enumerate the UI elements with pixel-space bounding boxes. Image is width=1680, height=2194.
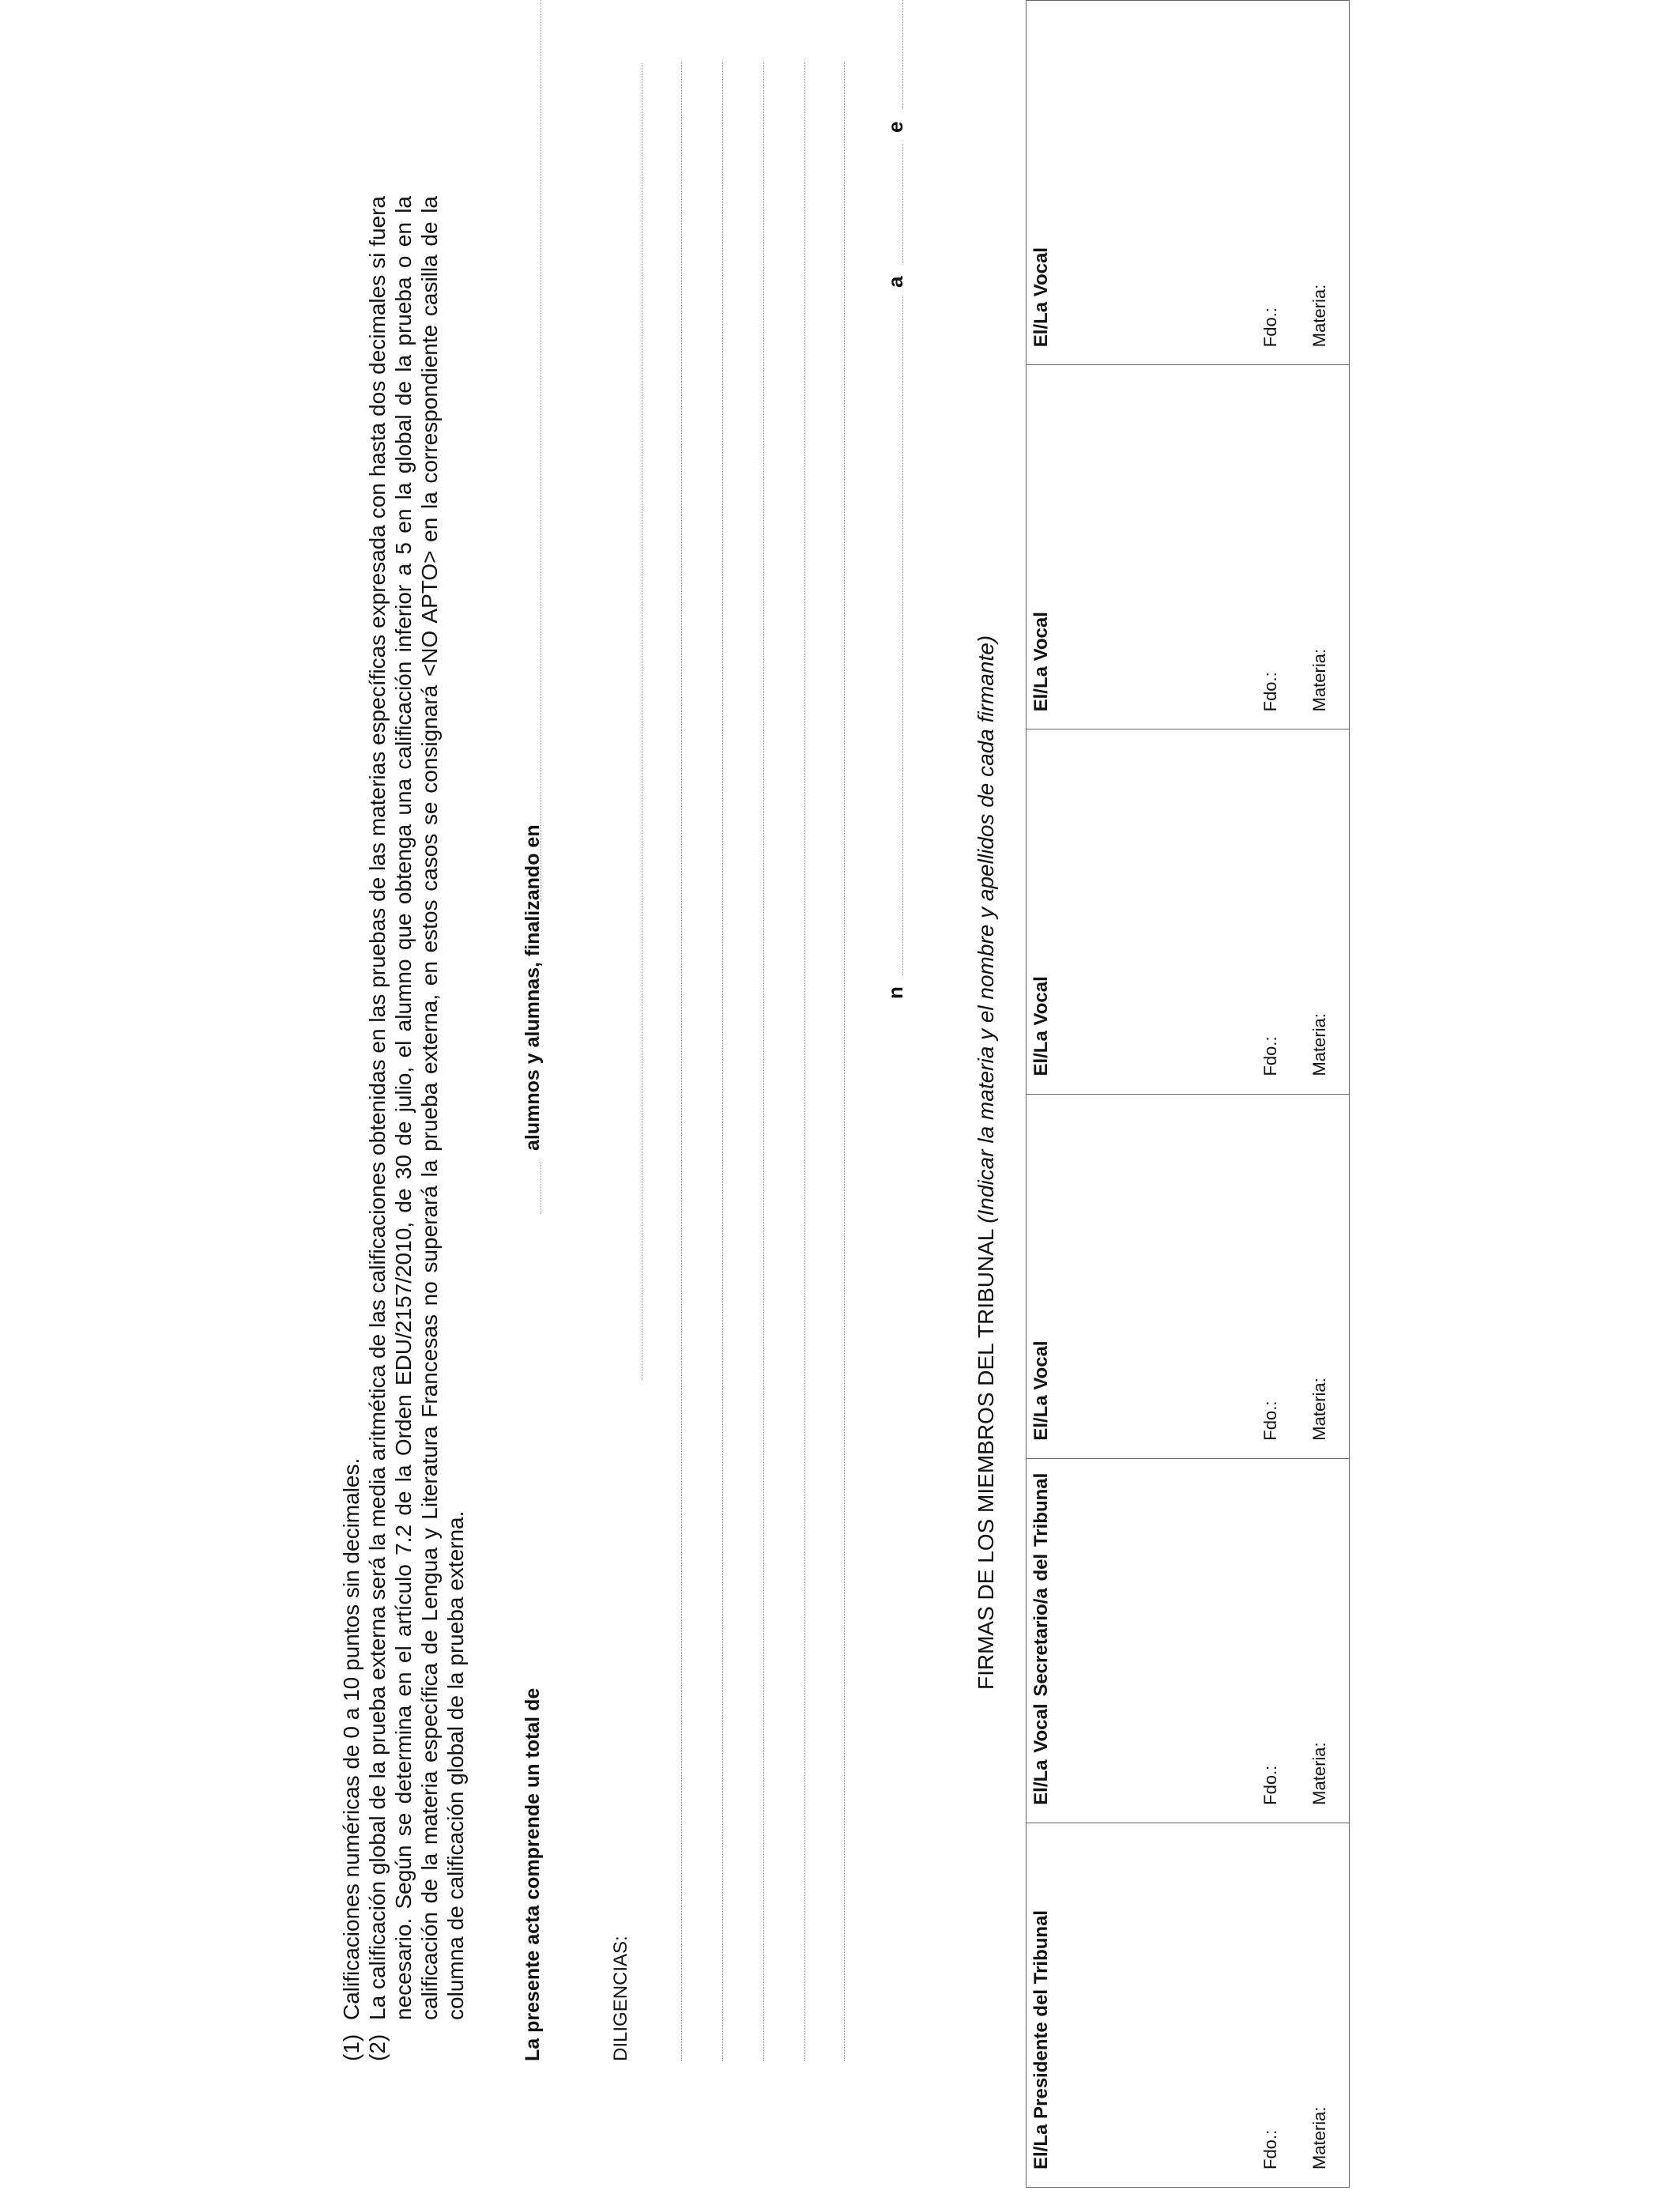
diligencias-line[interactable] [763, 62, 764, 2061]
place-date-line [883, 0, 915, 999]
signature-materia-label: Materia: [1309, 1013, 1329, 1076]
diligencias-line[interactable] [681, 62, 682, 2061]
signature-cell-secretario[interactable] [1026, 1458, 1350, 1823]
firmas-heading [974, 635, 999, 1690]
day-blank-field[interactable] [902, 144, 903, 262]
footnote-number: (1) [339, 2034, 363, 2061]
footnote-text: La calificación global de la prueba externa será la media aritmética de las calificaciones obtenidas en las pruebas de las materias específicas expresada con hasta dos decimales si fuera necesario. Según se determina en el artículo 7.2 de la Orden EDU/2157/2010, de 30 de julio, el alumno que obtenga una calificación inferior a 5 en la global de la prueba o en la calificación de la materia específica de Lengua y Literatura Francesas no superará la prueba externa, en estos casos se consignará <NO APTO> en la correspondiente casilla de la columna de calificación global de la prueba externa. [365, 196, 468, 2020]
diligencias-line[interactable] [844, 62, 845, 2061]
signature-fdo-label: Fdo.: [1260, 1036, 1280, 1076]
signature-role: El/La Vocal [1030, 612, 1052, 712]
signature-fdo-label: Fdo.: [1260, 1400, 1280, 1441]
signature-fdo-label: Fdo.: [1260, 672, 1280, 712]
signature-role: El/La Presidente del Tribunal [1030, 1909, 1052, 2169]
diligencias-line[interactable] [722, 62, 723, 2061]
diligencias-label: DILIGENCIAS: [610, 1936, 631, 2061]
acta-label-start: La presente acta comprende un total de [522, 1687, 544, 2061]
signature-cell-vocal[interactable] [1026, 365, 1350, 729]
date-de-1: e [883, 121, 907, 133]
place-blank-field[interactable] [902, 296, 903, 975]
footnote-1 [338, 196, 364, 2061]
signature-cell-presidente[interactable] [1026, 1823, 1350, 2187]
signature-role: El/La Vocal Secretario/a del Tribunal [1030, 1472, 1052, 1805]
firmas-title: FIRMAS DE LOS MIEMBROS DEL TRIBUNAL [974, 1229, 998, 1690]
signature-role: El/La Vocal [1030, 1340, 1052, 1441]
signature-cell-vocal[interactable] [1026, 1, 1350, 365]
signature-fdo-label: Fdo.: [1260, 2129, 1280, 2169]
signature-materia-label: Materia: [1309, 284, 1329, 348]
footnote-2 [364, 196, 469, 2061]
signature-cell-vocal[interactable] [1026, 1094, 1350, 1458]
signature-fdo-label: Fdo.: [1260, 307, 1280, 348]
footnote-number: (2) [365, 2034, 390, 2061]
firmas-subtitle: (Indicar la materia y el nombre y apellidos de cada firmante) [974, 635, 998, 1223]
date-a: a [883, 276, 907, 288]
footnotes [338, 196, 469, 2061]
signature-materia-label: Materia: [1309, 648, 1329, 712]
signature-materia-label: Materia: [1309, 1742, 1329, 1805]
signature-table [1026, 0, 1350, 2188]
footnote-text: Calificaciones numéricas de 0 a 10 puntos sin decimales. [339, 1457, 363, 2020]
signature-role: El/La Vocal [1030, 247, 1052, 348]
signature-materia-label: Materia: [1309, 1378, 1329, 1441]
acta-label-end: alumnos y alumnas, finalizando en [522, 824, 544, 1151]
signature-fdo-label: Fdo.: [1260, 1765, 1280, 1805]
place-prefix: n [883, 986, 907, 999]
signature-role: El/La Vocal [1030, 976, 1052, 1076]
diligencias-line[interactable] [804, 62, 805, 2061]
acta-total-line [522, 481, 553, 2061]
signature-row [1026, 1, 1350, 2188]
month-blank-field[interactable] [902, 0, 903, 109]
signature-cell-vocal[interactable] [1026, 729, 1350, 1094]
signature-materia-label: Materia: [1309, 2106, 1329, 2169]
